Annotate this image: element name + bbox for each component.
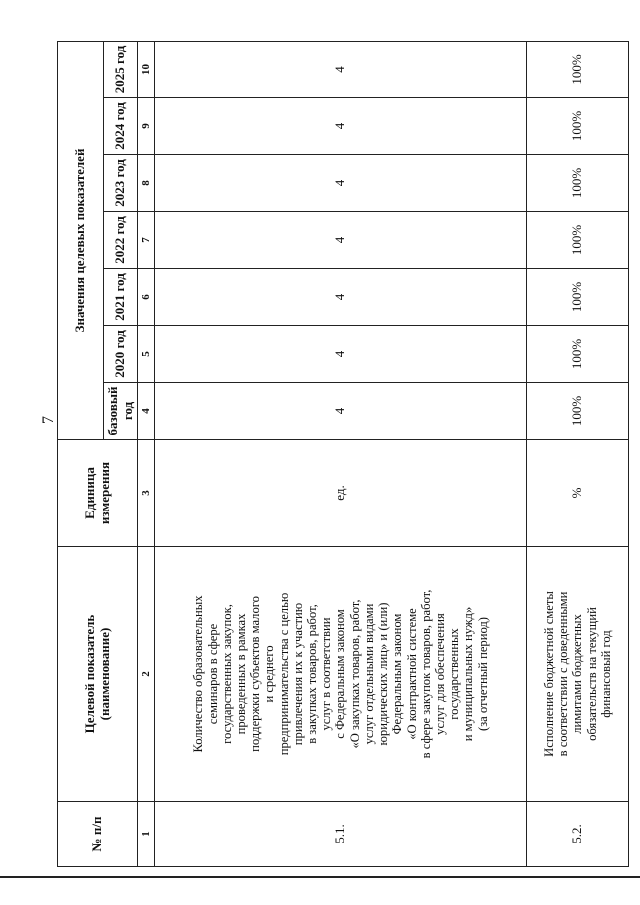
header-base-year: базовый год [104,383,138,440]
row-num: 5.1. [155,802,527,867]
col-number: 10 [138,41,155,97]
table-row [155,41,527,866]
header-year-2024: 2024 год [104,98,138,155]
col-number: 7 [138,212,155,269]
col-number: 8 [138,155,155,212]
header-year-2022: 2022 год [104,212,138,269]
row-value-2025: 4 [155,41,527,97]
row-value-2020: 4 [155,326,527,383]
col-number: 5 [138,326,155,383]
row-value-2023: 100% [527,155,629,212]
row-value-2021: 100% [527,269,629,326]
target-indicators-table [57,41,629,867]
header-num: № п/п [58,802,138,867]
row-base-value: 4 [155,383,527,440]
row-value-2024: 100% [527,98,629,155]
col-number: 1 [138,802,155,867]
header-values-group: Значения целевых показателей [58,41,104,439]
row-value-2022: 100% [527,212,629,269]
col-number: 6 [138,269,155,326]
row-base-value: 100% [527,383,629,440]
header-unit: Единица измерения [58,440,138,547]
page-bottom-divider [0,876,640,878]
col-number: 2 [138,547,155,802]
row-value-2020: 100% [527,326,629,383]
col-number: 4 [138,383,155,440]
header-year-2023: 2023 год [104,155,138,212]
row-value-2025: 100% [527,41,629,97]
row-unit: ед. [155,440,527,547]
row-unit: % [527,440,629,547]
col-number: 3 [138,440,155,547]
page-number: 7 [40,416,57,424]
row-value-2024: 4 [155,98,527,155]
header-year-2021: 2021 год [104,269,138,326]
row-value-2022: 4 [155,212,527,269]
header-year-2020: 2020 год [104,326,138,383]
row-indicator: Количество образовательных семинаров в сфере государственных закупок, проведенных в рамках поддержки субъектов малого и среднего предпринимательства с целью привлечения их к участию в закупках товаров, работ, услуг в соответствии с Федеральным законом «О закупках товаров, работ, услуг отдельными видами юридических лиц» и (или) Федеральным законом «О контрактной системе в сфере закупок товаров, работ, услуг для обеспечения государственных и муниципальных нужд» (за отчетный период) [155,547,527,802]
header-indicator: Целевой показатель (наименование) [58,547,138,802]
header-year-2025: 2025 год [104,41,138,97]
table-row [527,41,629,866]
rotated-table-container [57,42,625,867]
col-number: 9 [138,98,155,155]
row-num: 5.2. [527,802,629,867]
row-indicator: Исполнение бюджетной сметы в соответствии с доведенными лимитами бюджетных обязательств на текущий финансовый год [527,547,629,802]
row-value-2023: 4 [155,155,527,212]
row-value-2021: 4 [155,269,527,326]
